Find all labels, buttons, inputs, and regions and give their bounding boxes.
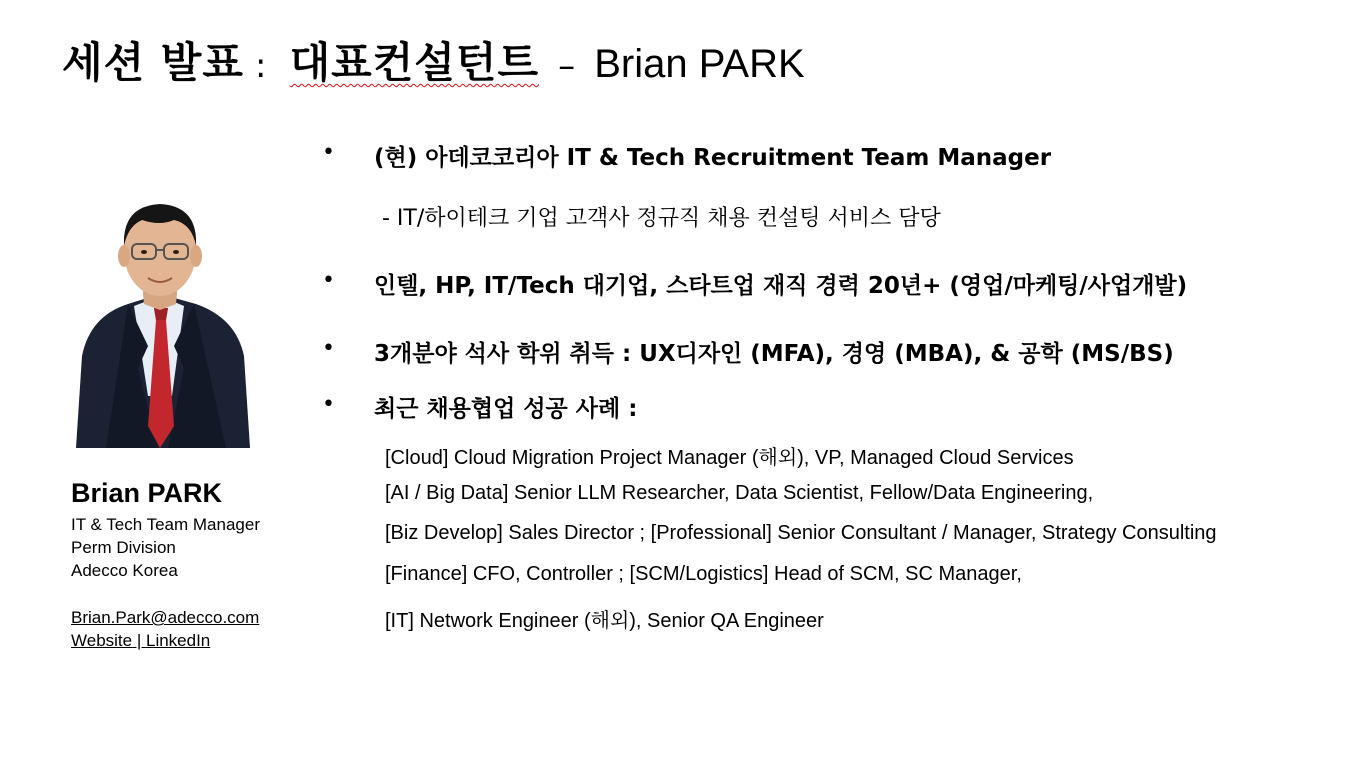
bullet-marker: • bbox=[322, 392, 335, 417]
card-spacer bbox=[71, 582, 311, 606]
profile-card bbox=[71, 478, 311, 652]
link-separator: | bbox=[132, 631, 146, 650]
bullet-marker: • bbox=[322, 140, 335, 165]
website-link[interactable]: Website bbox=[71, 631, 133, 650]
profile-photo bbox=[76, 196, 250, 448]
email-link[interactable]: Brian.Park@adecco.com bbox=[71, 608, 260, 627]
title-role: 대표컨설턴트 bbox=[289, 38, 540, 87]
case-it: [IT] Network Engineer (해외), Senior QA Engineer bbox=[385, 610, 824, 632]
bullet-marker: • bbox=[322, 336, 335, 361]
case-finance-scm: [Finance] CFO, Controller ; [SCM/Logistics] Head of SCM, SC Manager, bbox=[385, 563, 1022, 585]
portrait-illustration bbox=[76, 196, 250, 448]
title-main: 세션 발표 bbox=[62, 38, 244, 87]
title-name: Brian PARK bbox=[594, 42, 805, 86]
title-dash: – bbox=[558, 46, 576, 86]
bullet-current-role: (현) 아데코코리아 IT & Tech Recruitment Team Manager bbox=[374, 145, 1052, 171]
bullet-success-cases: 최근 채용협업 성공 사례 : bbox=[374, 396, 638, 422]
profile-company: Adecco Korea bbox=[71, 561, 178, 580]
email-line bbox=[71, 606, 311, 629]
slide-title bbox=[62, 30, 805, 90]
case-biz-professional: [Biz Develop] Sales Director ; [Professional] Senior Consultant / Manager, Strategy Consulting bbox=[385, 522, 1217, 544]
bullet-sub-line: - IT/하이테크 기업 고객사 정규직 채용 컨설팅 서비스 담당 bbox=[382, 206, 941, 231]
profile-division: Perm Division bbox=[71, 538, 176, 557]
profile-name: Brian PARK bbox=[71, 478, 223, 508]
bullet-experience: 인텔, HP, IT/Tech 대기업, 스타트업 재직 경력 20년+ (영업/마케팅/사업개발) bbox=[374, 273, 1188, 299]
linkedin-link[interactable]: LinkedIn bbox=[145, 631, 211, 650]
case-ai-bigdata: [AI / Big Data] Senior LLM Researcher, Data Scientist, Fellow/Data Engineering, bbox=[385, 482, 1094, 504]
bullet-degrees: 3개분야 석사 학위 취득 : UX디자인 (MFA), 경영 (MBA), & 공학 (MS/BS) bbox=[374, 341, 1174, 367]
bullet-marker: • bbox=[322, 268, 335, 293]
profile-position: IT & Tech Team Manager bbox=[71, 515, 260, 534]
links-line bbox=[71, 629, 311, 652]
case-cloud: [Cloud] Cloud Migration Project Manager (해외), VP, Managed Cloud Services bbox=[385, 447, 1074, 469]
title-colon: : bbox=[255, 46, 267, 86]
